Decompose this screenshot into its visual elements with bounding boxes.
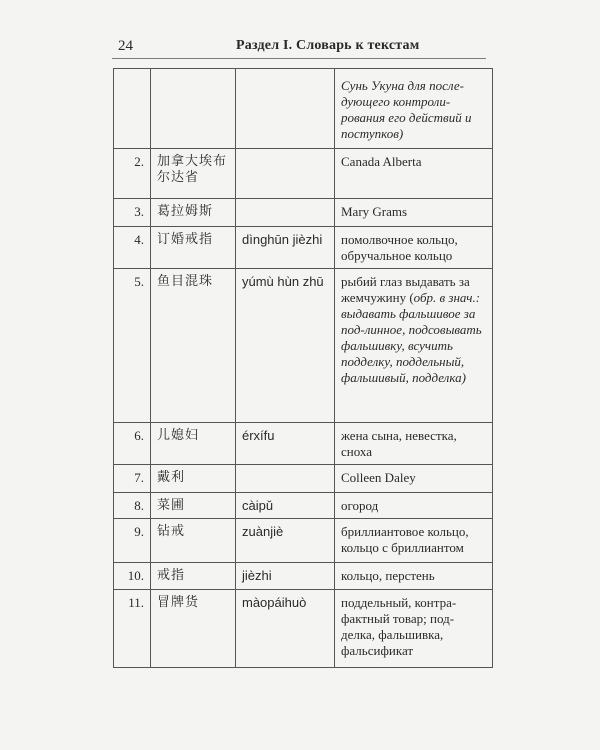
chinese-word: 戴利 bbox=[151, 465, 236, 493]
chinese-word: 订婚戒指 bbox=[151, 227, 236, 269]
row-number: 9. bbox=[114, 519, 151, 563]
row-number: 5. bbox=[114, 269, 151, 423]
pinyin bbox=[236, 199, 335, 227]
vocabulary-table bbox=[113, 68, 493, 668]
pinyin bbox=[236, 465, 335, 493]
translation: Mary Grams bbox=[335, 199, 493, 227]
chinese-word: 儿媳妇 bbox=[151, 423, 236, 465]
chinese-word: 加拿大埃布尔达省 bbox=[151, 149, 236, 199]
translation-main: рыбий глаз выдавать за жемчужину ( bbox=[341, 274, 470, 305]
row-number: 7. bbox=[114, 465, 151, 493]
row-number: 4. bbox=[114, 227, 151, 269]
chinese-word: 钻戒 bbox=[151, 519, 236, 563]
translation: кольцо, перстень bbox=[335, 563, 493, 590]
translation: помолвочное кольцо, обручальное кольцо bbox=[335, 227, 493, 269]
table-row bbox=[114, 199, 493, 227]
table-row bbox=[114, 69, 493, 149]
pinyin: màopáihuò bbox=[236, 590, 335, 668]
table-row bbox=[114, 563, 493, 590]
pinyin bbox=[236, 69, 335, 149]
table-row bbox=[114, 149, 493, 199]
translation: огород bbox=[335, 493, 493, 519]
translation bbox=[335, 69, 493, 149]
row-number: 8. bbox=[114, 493, 151, 519]
chinese-word: 菜圃 bbox=[151, 493, 236, 519]
chinese-word: 戒指 bbox=[151, 563, 236, 590]
running-head: Раздел I. Словарь к текстам bbox=[236, 38, 420, 53]
pinyin: jièzhi bbox=[236, 563, 335, 590]
translation bbox=[335, 269, 493, 423]
row-number: 6. bbox=[114, 423, 151, 465]
translation: Colleen Daley bbox=[335, 465, 493, 493]
page-number: 24 bbox=[118, 38, 133, 54]
row-number: 10. bbox=[114, 563, 151, 590]
pinyin bbox=[236, 149, 335, 199]
translation: поддельный, контра-фактный товар; под-делка, фальшивка, фальсификат bbox=[335, 590, 493, 668]
pinyin: dìnghūn jièzhi bbox=[236, 227, 335, 269]
chinese-word bbox=[151, 69, 236, 149]
row-number: 3. bbox=[114, 199, 151, 227]
table-row bbox=[114, 465, 493, 493]
row-number bbox=[114, 69, 151, 149]
table-row bbox=[114, 493, 493, 519]
chinese-word: 鱼目混珠 bbox=[151, 269, 236, 423]
row-number: 11. bbox=[114, 590, 151, 668]
table-row bbox=[114, 227, 493, 269]
chinese-word: 冒牌货 bbox=[151, 590, 236, 668]
header-rule bbox=[112, 58, 486, 59]
chinese-word: 葛拉姆斯 bbox=[151, 199, 236, 227]
translation-note: обр. в знач.: выдавать фальшивое за под-линное, подсовывать фальшивку, всучить подделку, поддельный, фальшивый, подделка) bbox=[341, 290, 482, 385]
translation-note: Сунь Укуна для после-дующего контроли-рования его действий и поступков) bbox=[341, 78, 472, 141]
translation: Canada Alberta bbox=[335, 149, 493, 199]
table-row bbox=[114, 269, 493, 423]
table-row bbox=[114, 423, 493, 465]
pinyin: yúmù hùn zhū bbox=[236, 269, 335, 423]
translation: бриллиантовое кольцо, кольцо с бриллиантом bbox=[335, 519, 493, 563]
pinyin: zuànjiè bbox=[236, 519, 335, 563]
pinyin: érxífu bbox=[236, 423, 335, 465]
translation: жена сына, невестка, сноха bbox=[335, 423, 493, 465]
pinyin: càipǔ bbox=[236, 493, 335, 519]
row-number: 2. bbox=[114, 149, 151, 199]
table-row bbox=[114, 519, 493, 563]
table-row bbox=[114, 590, 493, 668]
